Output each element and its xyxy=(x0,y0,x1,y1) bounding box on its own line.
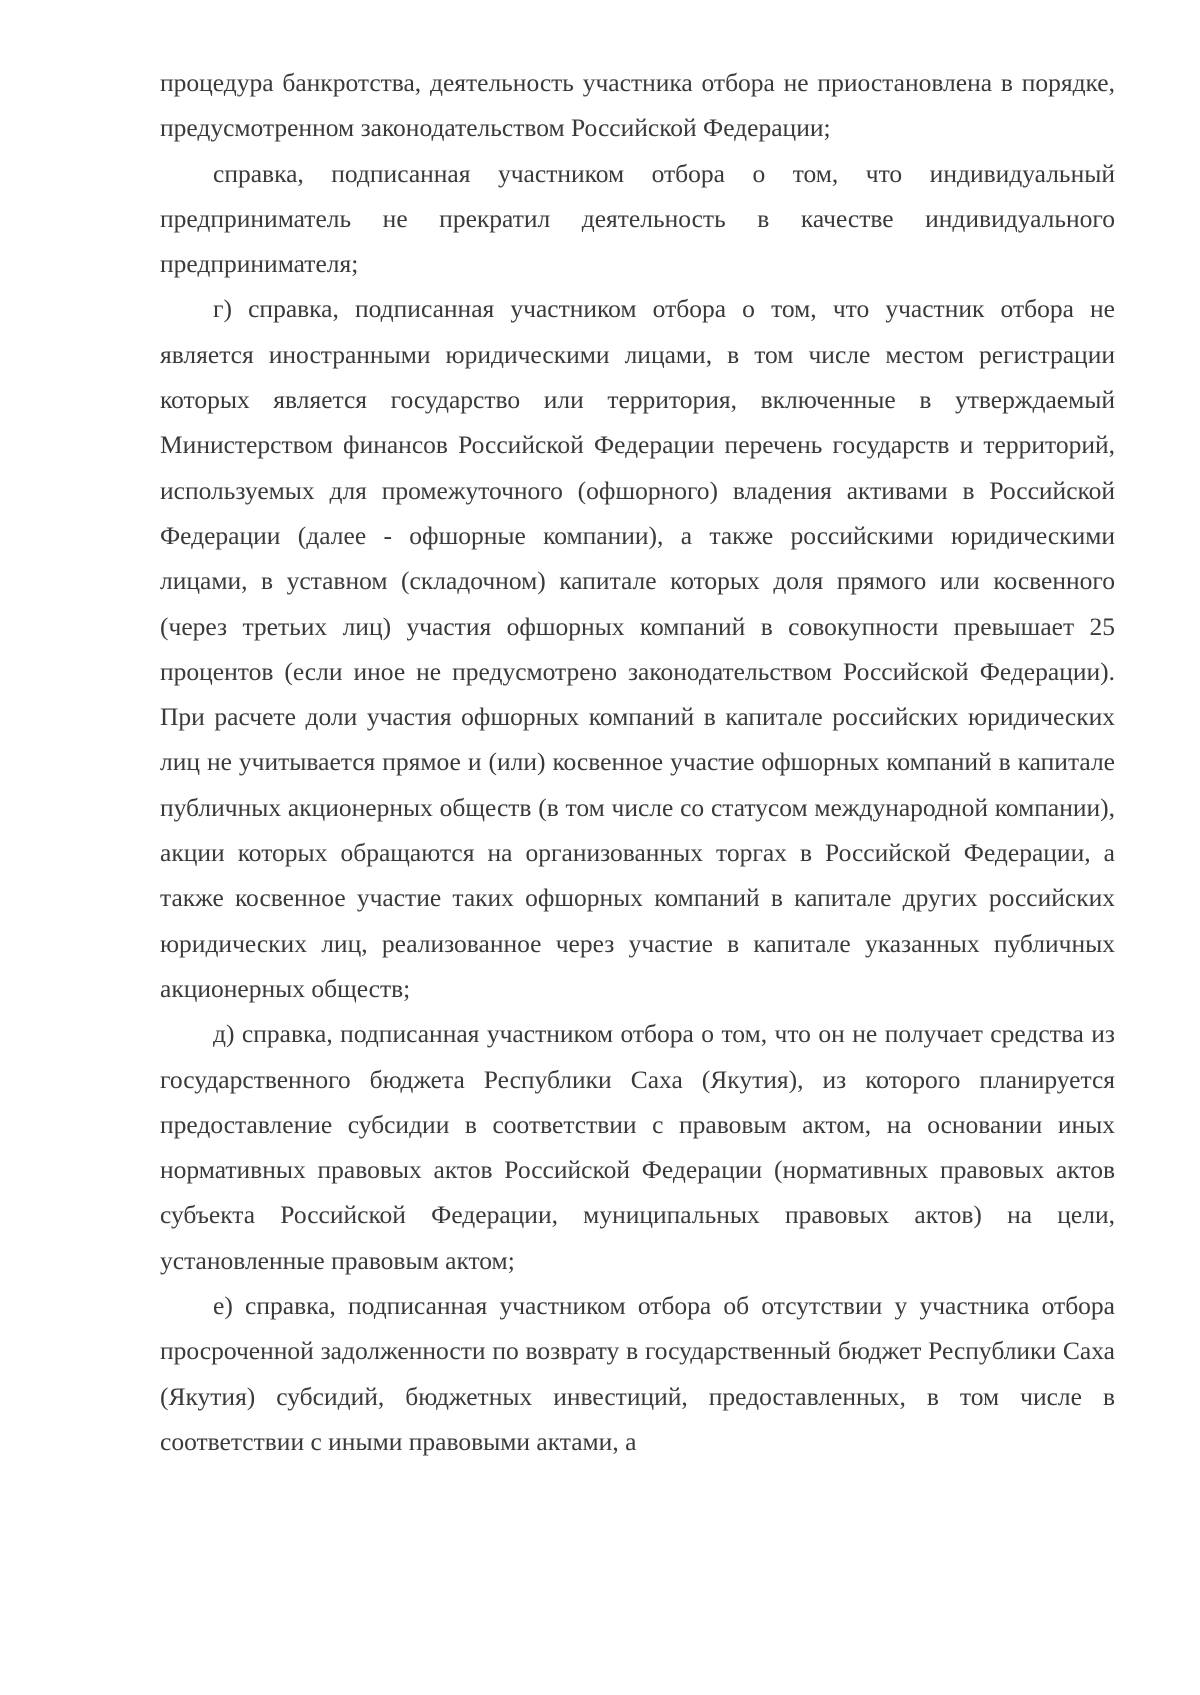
paragraph-entrepreneur-certificate: справка, подписанная участником отбора о том, что индивидуальный предприниматель не прекратил деятельность в качестве индивидуального предпринимателя; xyxy=(160,158,1115,279)
paragraph-item-d-budget-funds: д) справка, подписанная участником отбора о том, что он не получает средства из государственного бюджета Республики Саха (Якутия), из которого планируется предоставление субсидии в соответствии с правовым актом, на основании иных нормативных правовых актов Российской Федерации (нормативных правовых актов субъекта Российской Федерации, муниципальных правовых актов) на цели, установленные правовым актом; xyxy=(160,1019,1115,1275)
paragraph-bankruptcy-continuation: процедура банкротства, деятельность участника отбора не приостановлена в порядке, предусмотренном законодательством Российской Федерации; xyxy=(160,68,1115,143)
document-body xyxy=(160,60,1115,1464)
paragraph-item-e-overdue-debt: е) справка, подписанная участником отбора об отсутствии у участника отбора просроченной задолженности по возврату в государственный бюджет Республики Саха (Якутия) субсидий, бюджетных инвестиций, предоставленных, в том числе в соответствии с иными правовыми актами, а xyxy=(160,1291,1115,1456)
paragraph-item-g-offshore: г) справка, подписанная участником отбора о том, что участник отбора не является иностранными юридическими лицами, в том числе местом регистрации которых является государство или территория, включенные в утверждаемый Министерством финансов Российской Федерации перечень государств и территорий, используемых для промежуточного (офшорного) владения активами в Российской Федерации (далее - офшорные компании), а также российскими юридическими лицами, в уставном (складочном) капитале которых доля прямого или косвенного (через третьих лиц) участия офшорных компаний в совокупности превышает 25 процентов (если иное не предусмотрено законодательством Российской Федерации). При расчете доли участия офшорных компаний в капитале российских юридических лиц не учитывается прямое и (или) косвенное участие офшорных компаний в капитале публичных акционерных обществ (в том числе со статусом международной компании), акции которых обращаются на организованных торгах в Российской Федерации, а также косвенное участие таких офшорных компаний в капитале других российских юридических лиц, реализованное через участие в капитале указанных публичных акционерных обществ; xyxy=(160,294,1115,1003)
